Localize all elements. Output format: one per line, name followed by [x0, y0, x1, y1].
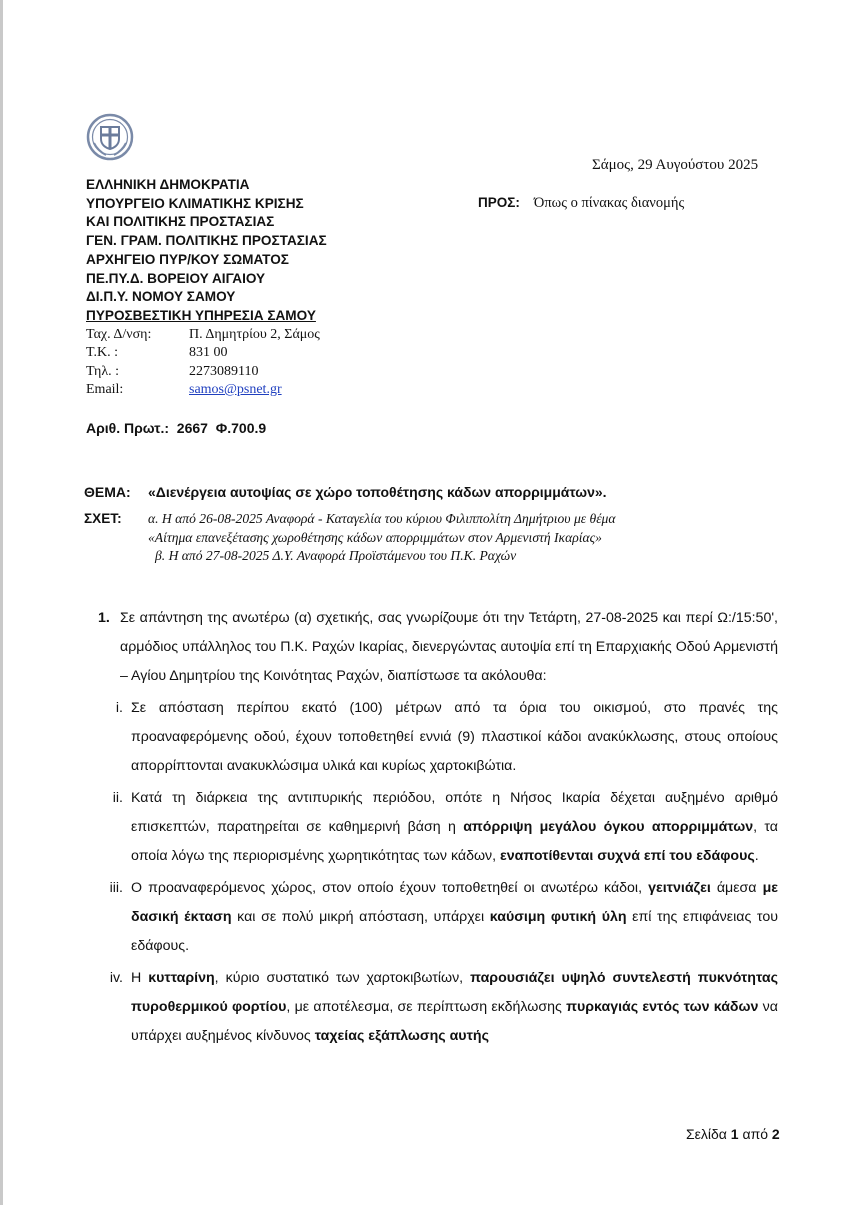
page-left-edge	[0, 0, 3, 1205]
references	[84, 510, 779, 566]
subject-label: ΘΕΜΑ:	[84, 484, 131, 500]
reference-line: α. Η από 26-08-2025 Αναφορά - Καταγελία του κύριου Φιλιππολίτη Δημήτριου με θέμα	[148, 511, 616, 526]
subject	[84, 484, 607, 500]
footer-total: 2	[771, 1126, 780, 1142]
findings-list	[98, 694, 778, 1051]
contact-key: Email:	[86, 381, 124, 397]
contact-email-row	[86, 381, 320, 399]
finding-segment: και σε πολύ μικρή απόσταση, υπάρχει	[231, 909, 490, 925]
header-line: ΑΡΧΗΓΕΙΟ ΠΥΡ/ΚΟΥ ΣΩΜΑΤΟΣ	[86, 251, 289, 267]
finding-emphasis: κυτταρίνη	[148, 970, 215, 986]
footer-middle: από	[742, 1126, 769, 1142]
finding-numeral: iii.	[109, 880, 123, 896]
finding-segment: , τα οποία λόγω της περιορισμένης χωρητικότητας των κάδων,	[131, 819, 778, 864]
finding-numeral: ii.	[112, 790, 123, 806]
footer-page: 1	[730, 1126, 739, 1142]
finding-emphasis: εναποτίθενται συχνά επί του εδάφους	[500, 848, 755, 864]
header-line: ΔΙ.Π.Υ. ΝΟΜΟΥ ΣΑΜΟΥ	[86, 289, 236, 305]
header-line: ΠΕ.ΠΥ.Δ. ΒΟΡΕΙΟΥ ΑΙΓΑΙΟΥ	[86, 270, 266, 286]
finding-segment: Κατά τη διάρκεια της αντιπυρικής περιόδου, οπότε η Νήσος Ικαρία δέχεται αυξημένο αριθμό επισκεπτών, παρατηρείται σε καθημερινή βάση η	[131, 790, 778, 835]
finding-segment: επί της επιφάνειας του εδάφους.	[131, 909, 778, 954]
header-line: ΓΕΝ. ΓΡΑΜ. ΠΟΛΙΤΙΚΗΣ ΠΡΟΣΤΑΣΙΑΣ	[86, 233, 327, 249]
reference-line: «Αίτημα επανεξέτασης χωροθέτησης κάδων απορριμμάτων στον Αρμενιστή Ικαρίας»	[148, 529, 602, 545]
finding-text	[131, 694, 778, 781]
finding-segment: άμεσα	[710, 880, 763, 896]
protocol-label: Αριθ. Πρωτ.:	[86, 420, 170, 436]
contact-details	[86, 326, 320, 399]
protocol-code: Φ.700.9	[215, 420, 267, 436]
header-line: ΥΠΟΥΡΓΕΙΟ ΚΛΙΜΑΤΙΚΗΣ ΚΡΙΣΗΣ	[86, 195, 304, 211]
finding-segment: .	[754, 848, 759, 864]
protocol-number	[86, 420, 266, 436]
header-line: ΠΥΡΟΣΒΕΣΤΙΚΗ ΥΠΗΡΕΣΙΑ ΣΑΜΟΥ	[86, 307, 316, 323]
finding-emphasis: απόρριψη μεγάλου όγκου απορριμμάτων	[463, 819, 754, 835]
finding-item	[98, 694, 778, 781]
finding-segment: να υπάρχει αυξημένος κίνδυνος	[131, 999, 778, 1044]
finding-segment: Ο προαναφερόμενος χώρος, στον οποίο έχουν τοποθετηθεί οι ανωτέρω κάδοι,	[131, 880, 649, 896]
recipient-label: ΠΡΟΣ:	[478, 195, 520, 210]
protocol-value: 2667	[176, 420, 208, 436]
contact-value: 2273089110	[189, 363, 259, 379]
finding-text	[131, 874, 778, 961]
contact-key: Τ.Κ. :	[86, 345, 119, 361]
finding-text	[131, 784, 778, 871]
reference-line: β. Η από 27-08-2025 Δ.Υ. Αναφορά Προϊστάμενου του Π.Κ. Ραχών	[155, 548, 517, 563]
paragraph-text: Σε απάντηση της ανωτέρω (α) σχετικής, σας γνωρίζουμε ότι την Τετάρτη, 27-08-2025 και περί Ω:/15:50', αρμόδιος υπάλληλος του Π.Κ. Ραχών Ικαρίας, διενεργώντας αυτοψία επί τη Επαρχιακής Οδού Αρμενιστή – Αγίου Δημητρίου της Κοινότητας Ραχών, διαπίστωσε τα ακόλουθα:	[120, 610, 778, 684]
finding-emphasis: ταχείας εξάπλωσης αυτής	[314, 1028, 489, 1044]
issuer-header	[86, 176, 327, 326]
email-link[interactable]: samos@psnet.gr	[189, 381, 282, 397]
finding-emphasis: πυρκαγιάς εντός των κάδων	[566, 999, 759, 1015]
paragraph-number: 1.	[98, 610, 110, 626]
finding-text	[131, 964, 778, 1051]
document-date: Σάμος, 29 Αυγούστου 2025	[592, 157, 759, 173]
subject-text: «Διενέργεια αυτοψίας σε χώρο τοποθέτησης κάδων απορριμμάτων».	[148, 484, 607, 500]
greek-state-emblem-icon	[86, 113, 134, 161]
finding-segment: , με αποτέλεσμα, σε περίπτωση εκδήλωσης	[286, 999, 567, 1015]
recipient-value: Όπως ο πίνακας διανομής	[533, 195, 685, 211]
page-footer	[686, 1126, 780, 1142]
contact-postcode-row	[86, 344, 320, 362]
contact-value: Π. Δημητρίου 2, Σάμος	[189, 327, 320, 342]
finding-item	[98, 964, 778, 1051]
contact-key: Τηλ. :	[86, 363, 120, 379]
header-line: ΚΑΙ ΠΟΛΙΤΙΚΗΣ ΠΡΟΣΤΑΣΙΑΣ	[86, 214, 275, 230]
contact-address-row	[86, 326, 320, 344]
finding-emphasis: παρουσιάζει υψηλό συντελεστή πυκνότητας πυροθερμικού φορτίου	[131, 970, 779, 1015]
finding-segment: Η	[131, 970, 149, 986]
finding-segment: Σε απόσταση περίπου εκατό (100) μέτρων από τα όρια του οικισμού, στο πρανές της προαναφερόμενης οδού, έχουν τοποθετηθεί εννιά (9) πλαστικοί κάδοι ανακύκλωσης, στους οποίους απορρίπτονται ανακυκλώσιμα υλικά και κυρίως χαρτοκιβώτια.	[131, 700, 778, 774]
finding-item	[98, 874, 778, 961]
finding-numeral: iv.	[109, 970, 123, 986]
recipient	[478, 195, 684, 212]
finding-numeral: i.	[115, 700, 123, 716]
contact-key: Ταχ. Δ/νση:	[86, 327, 152, 342]
finding-emphasis: με δασική έκταση	[131, 880, 779, 925]
finding-segment: , κύριο συστατικό των χαρτοκιβωτίων,	[214, 970, 471, 986]
body-text	[98, 604, 778, 1051]
references-label: ΣΧΕΤ:	[84, 511, 122, 526]
paragraph-1	[98, 604, 778, 691]
finding-emphasis: γειτνιάζει	[648, 880, 711, 896]
contact-phone-row	[86, 363, 320, 381]
footer-prefix: Σελίδα	[686, 1126, 727, 1142]
contact-value: 831 00	[189, 345, 228, 361]
finding-emphasis: καύσιμη φυτική ύλη	[489, 909, 627, 925]
finding-item	[98, 784, 778, 871]
header-line: ΕΛΛΗΝΙΚΗ ΔΗΜΟΚΡΑΤΙΑ	[86, 177, 250, 192]
